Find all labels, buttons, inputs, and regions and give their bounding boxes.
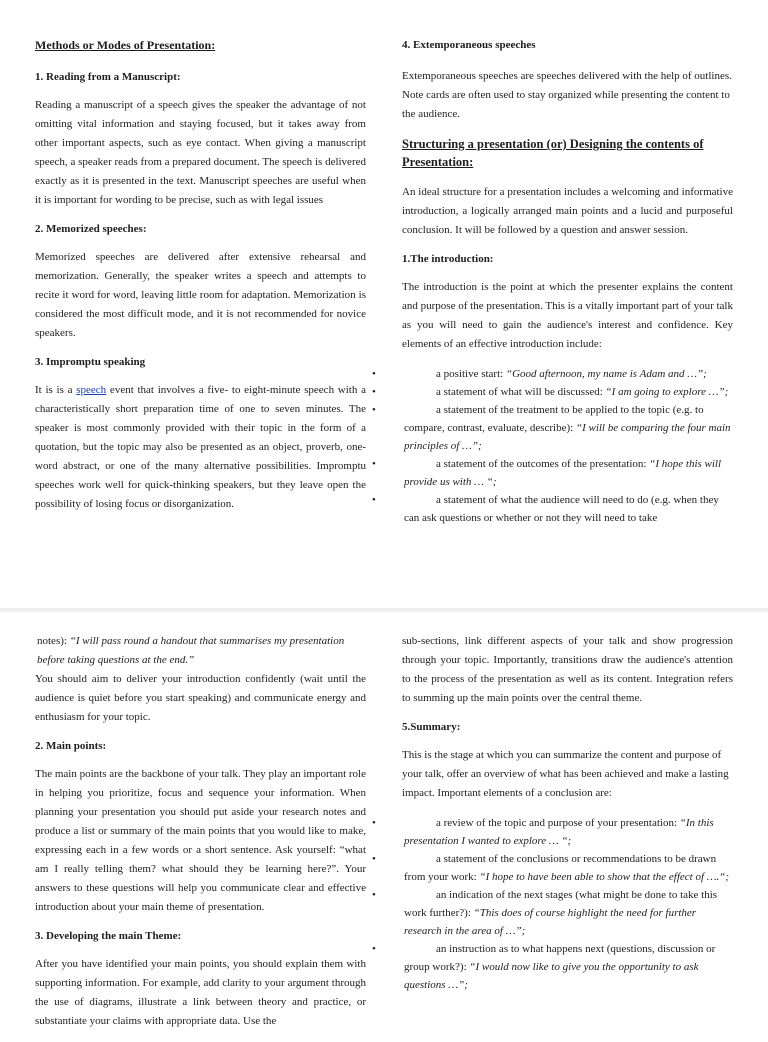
list-item: • a statement of what will be discussed: “I am going to explore …”; <box>372 386 729 398</box>
list-item: • a positive start: “Good afternoon, my name is Adam and …”; <box>372 368 707 380</box>
paragraph-summary: This is the stage at which you can summarize the content and purpose of your talk, offer an overview of what has been achieved and make a lasting impact. Important elements of a conclusion are: <box>402 749 729 799</box>
paragraph-main-points: The main points are the backbone of your talk. They play an important role in helping you prioritize, focus and sequence your information. When planning your presentation you should put aside your research notes and produce a list or summary of the main points that you would like to make, expressing each in a few words or a short sentence. Ask yourself: “what am I really telling them? what should they be learning here?”. Your answers to these questions will help you communicate clear and effective introduction about your main theme of presentation. <box>35 768 366 913</box>
conclusion-elements-list <box>372 814 733 994</box>
page2-right-column <box>372 632 733 994</box>
impromptu-text-start: It is is a <box>35 384 77 396</box>
introduction-elements-list <box>372 365 733 527</box>
paragraph-introduction: The introduction is the point at which the presenter explains the content and purpose of the presentation. This is a vitally important part of your talk as you will need to gain the audience's interest and confidence. Key elements of an effective introduction include: <box>402 281 733 350</box>
list-item: • an indication of the next stages (what might be done to take this work further?): “This does of course highlight the need for further research in the area of …”; <box>372 889 718 937</box>
paragraph-memorized: Memorized speeches are delivered after extensive rehearsal and memorization. Generally, the speaker writes a speech and attempts to recite it word for word, leaving little room for adaptation. Memorization is considered the most difficult mode, and it is not recommended for novice speakers. <box>35 251 366 339</box>
page2-left-column <box>35 632 366 1042</box>
list-item: • a statement of the outcomes of the presentation: “I hope this will provide us with … “; <box>372 458 722 488</box>
section-heading-developing-theme: 3. Developing the main Theme: <box>35 930 182 942</box>
paragraph-notes-continued: notes): “I will pass round a handout that summarises my presentation before taking questions at the end.” <box>37 635 345 666</box>
section-heading-extemporaneous: 4. Extemporaneous speeches <box>402 39 536 51</box>
page1-left-column <box>35 37 366 525</box>
paragraph-transitions-continued: sub-sections, link different aspects of your talk and show progression through your topic. Importantly, transitions draw the audience's attention to the process of the presentation as well as its content. Integration refers to summing up the main points over the central theme. <box>402 635 733 704</box>
paragraph-extemporaneous: Extemporaneous speeches are speeches delivered with the help of outlines. Note cards are often used to stay organized while presenting the content to the audience. <box>402 70 732 120</box>
paragraph-deliver-confidently: You should aim to deliver your introduction confidently (wait until the audience is quiet before you start speaking) and communicate energy and enthusiasm for your topic. <box>35 673 366 723</box>
list-item: • a statement of the conclusions or recommendations to be drawn from your work: “I hope to have been able to show that the effect of ….“; <box>372 853 730 883</box>
section-heading-introduction: 1.The introduction: <box>402 253 494 265</box>
list-item: • a statement of what the audience will need to do (e.g. when they can ask questions or whether or not they will need to take <box>372 494 719 524</box>
paragraph-structuring: An ideal structure for a presentation includes a welcoming and informative introduction, a logically arranged main points and a lucid and purposeful conclusion. It will be followed by a question and answer session. <box>402 186 733 236</box>
page-title: Methods or Modes of Presentation: <box>35 38 216 52</box>
list-item: • a review of the topic and purpose of your presentation: “In this presentation I wanted to explore … “; <box>372 817 714 847</box>
section-heading-memorized: 2. Memorized speeches: <box>35 223 147 235</box>
section-heading-impromptu: 3. Impromptu speaking <box>35 356 146 368</box>
impromptu-text-rest: event that involves a five- to eight-minute speech with a characteristically short preparation time of one to seven minutes. The speaker is most commonly provided with their topic in the form of a quotation, but the topic may also be presented as an object, proverb, one-word abstract, or one of the many alternative possibilities. Impromptu speeches work well for quick-thinking speakers, but they leave open the possibility of losing focus or disorganization. <box>35 384 366 510</box>
paragraph-manuscript: Reading a manuscript of a speech gives the speaker the advantage of not omitting vital information and staying focused, but it takes away from other important aspects, such as eye contact. When giving a manuscript speech, a speaker reads from a prepared document. The speech is delivered exactly as it is presented in the text. Manuscript speeches are useful when it is important for wording to be precise, such as with legal issues <box>35 99 366 206</box>
speech-link[interactable]: speech <box>76 384 107 396</box>
paragraph-developing-theme: After you have identified your main points, you should explain them with supporting information. For example, add clarity to your argument through the use of diagrams, illustrate a link between theory and practice, or substantiate your claims with appropriate data. Use the <box>35 958 366 1027</box>
document-page-2 <box>0 612 768 1027</box>
section-heading-structuring: Structuring a presentation (or) Designing the contents of Presentation: <box>402 137 704 169</box>
paragraph-impromptu <box>35 381 366 514</box>
page1-right-column <box>372 37 733 527</box>
list-item: • an instruction as to what happens next (questions, discussion or group work?): “I would now like to give you the opportunity to ask questions …”; <box>372 943 716 991</box>
section-heading-summary: 5.Summary: <box>402 721 461 733</box>
section-heading-main-points: 2. Main points: <box>35 740 107 752</box>
list-item: • a statement of the treatment to be applied to the topic (e.g. to compare, contrast, evaluate, describe): “I will be comparing the four main principles of …”; <box>372 404 731 452</box>
section-heading-manuscript: 1. Reading from a Manuscript: <box>35 71 181 83</box>
